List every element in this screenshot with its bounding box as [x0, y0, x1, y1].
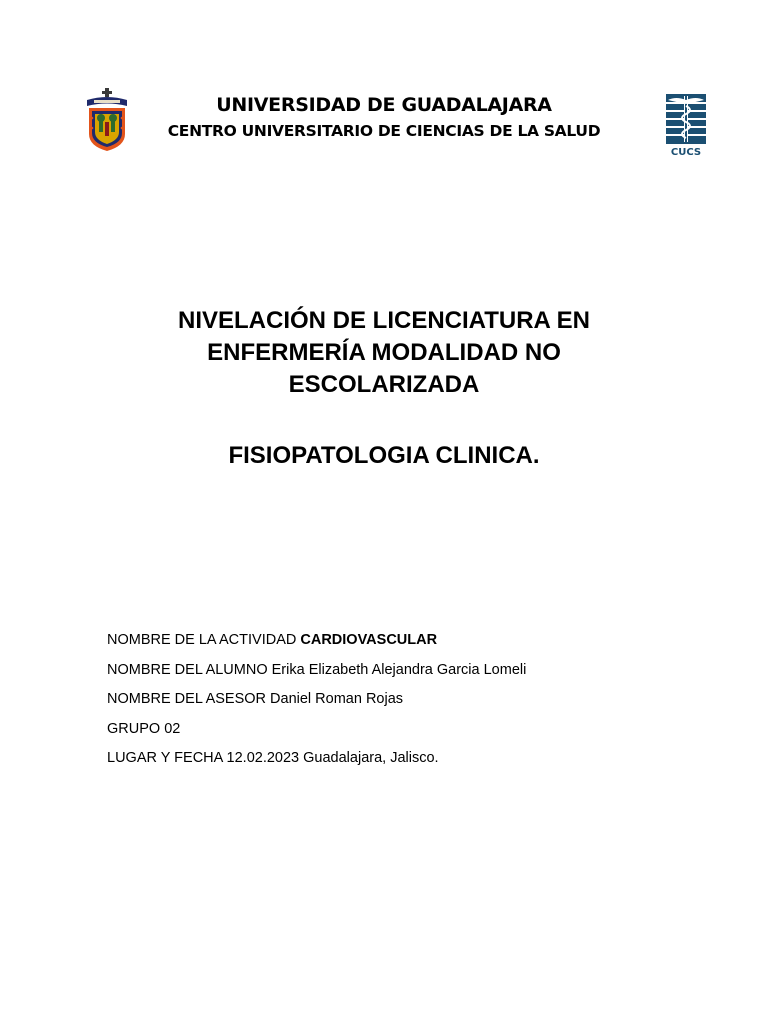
program-title-line: NIVELACIÓN DE LICENCIATURA EN — [177, 307, 590, 334]
advisor-label: NOMBRE DEL ASESOR — [107, 691, 267, 708]
assignment-info — [107, 626, 707, 774]
subject-title: FISIOPATOLOGIA CLINICA. — [228, 442, 540, 469]
advisor-value: Daniel Roman Rojas — [270, 691, 404, 708]
udg-coat-of-arms-icon — [84, 88, 130, 152]
group-value: 02 — [164, 720, 181, 737]
student-row — [107, 656, 707, 686]
student-label: NOMBRE DEL ALUMNO — [107, 661, 268, 678]
program-title — [100, 305, 668, 401]
activity-label: NOMBRE DE LA ACTIVIDAD — [107, 632, 297, 648]
group-label: GRUPO — [107, 720, 161, 737]
activity-value: CARDIOVASCULAR — [300, 632, 438, 648]
cucs-logo-text: CUCS — [670, 147, 702, 158]
program-title-line: ENFERMERÍA MODALIDAD NO — [207, 339, 561, 366]
university-name: UNIVERSIDAD DE GUADALAJARA — [216, 94, 552, 116]
program-title-line: ESCOLARIZADA — [288, 371, 480, 398]
student-value: Erika Elizabeth Alejandra Garcia Lomeli — [271, 661, 527, 678]
place-date-value: 12.02.2023 Guadalajara, Jalisco. — [226, 750, 439, 767]
cucs-logo-icon — [664, 94, 708, 158]
place-date-row — [107, 744, 707, 774]
institution-header — [140, 92, 628, 144]
place-date-label: LUGAR Y FECHA — [107, 750, 223, 767]
group-row — [107, 715, 707, 745]
university-center-name: CENTRO UNIVERSITARIO DE CIENCIAS DE LA SALUD — [167, 122, 601, 140]
advisor-row — [107, 685, 707, 715]
activity-row — [107, 626, 707, 656]
